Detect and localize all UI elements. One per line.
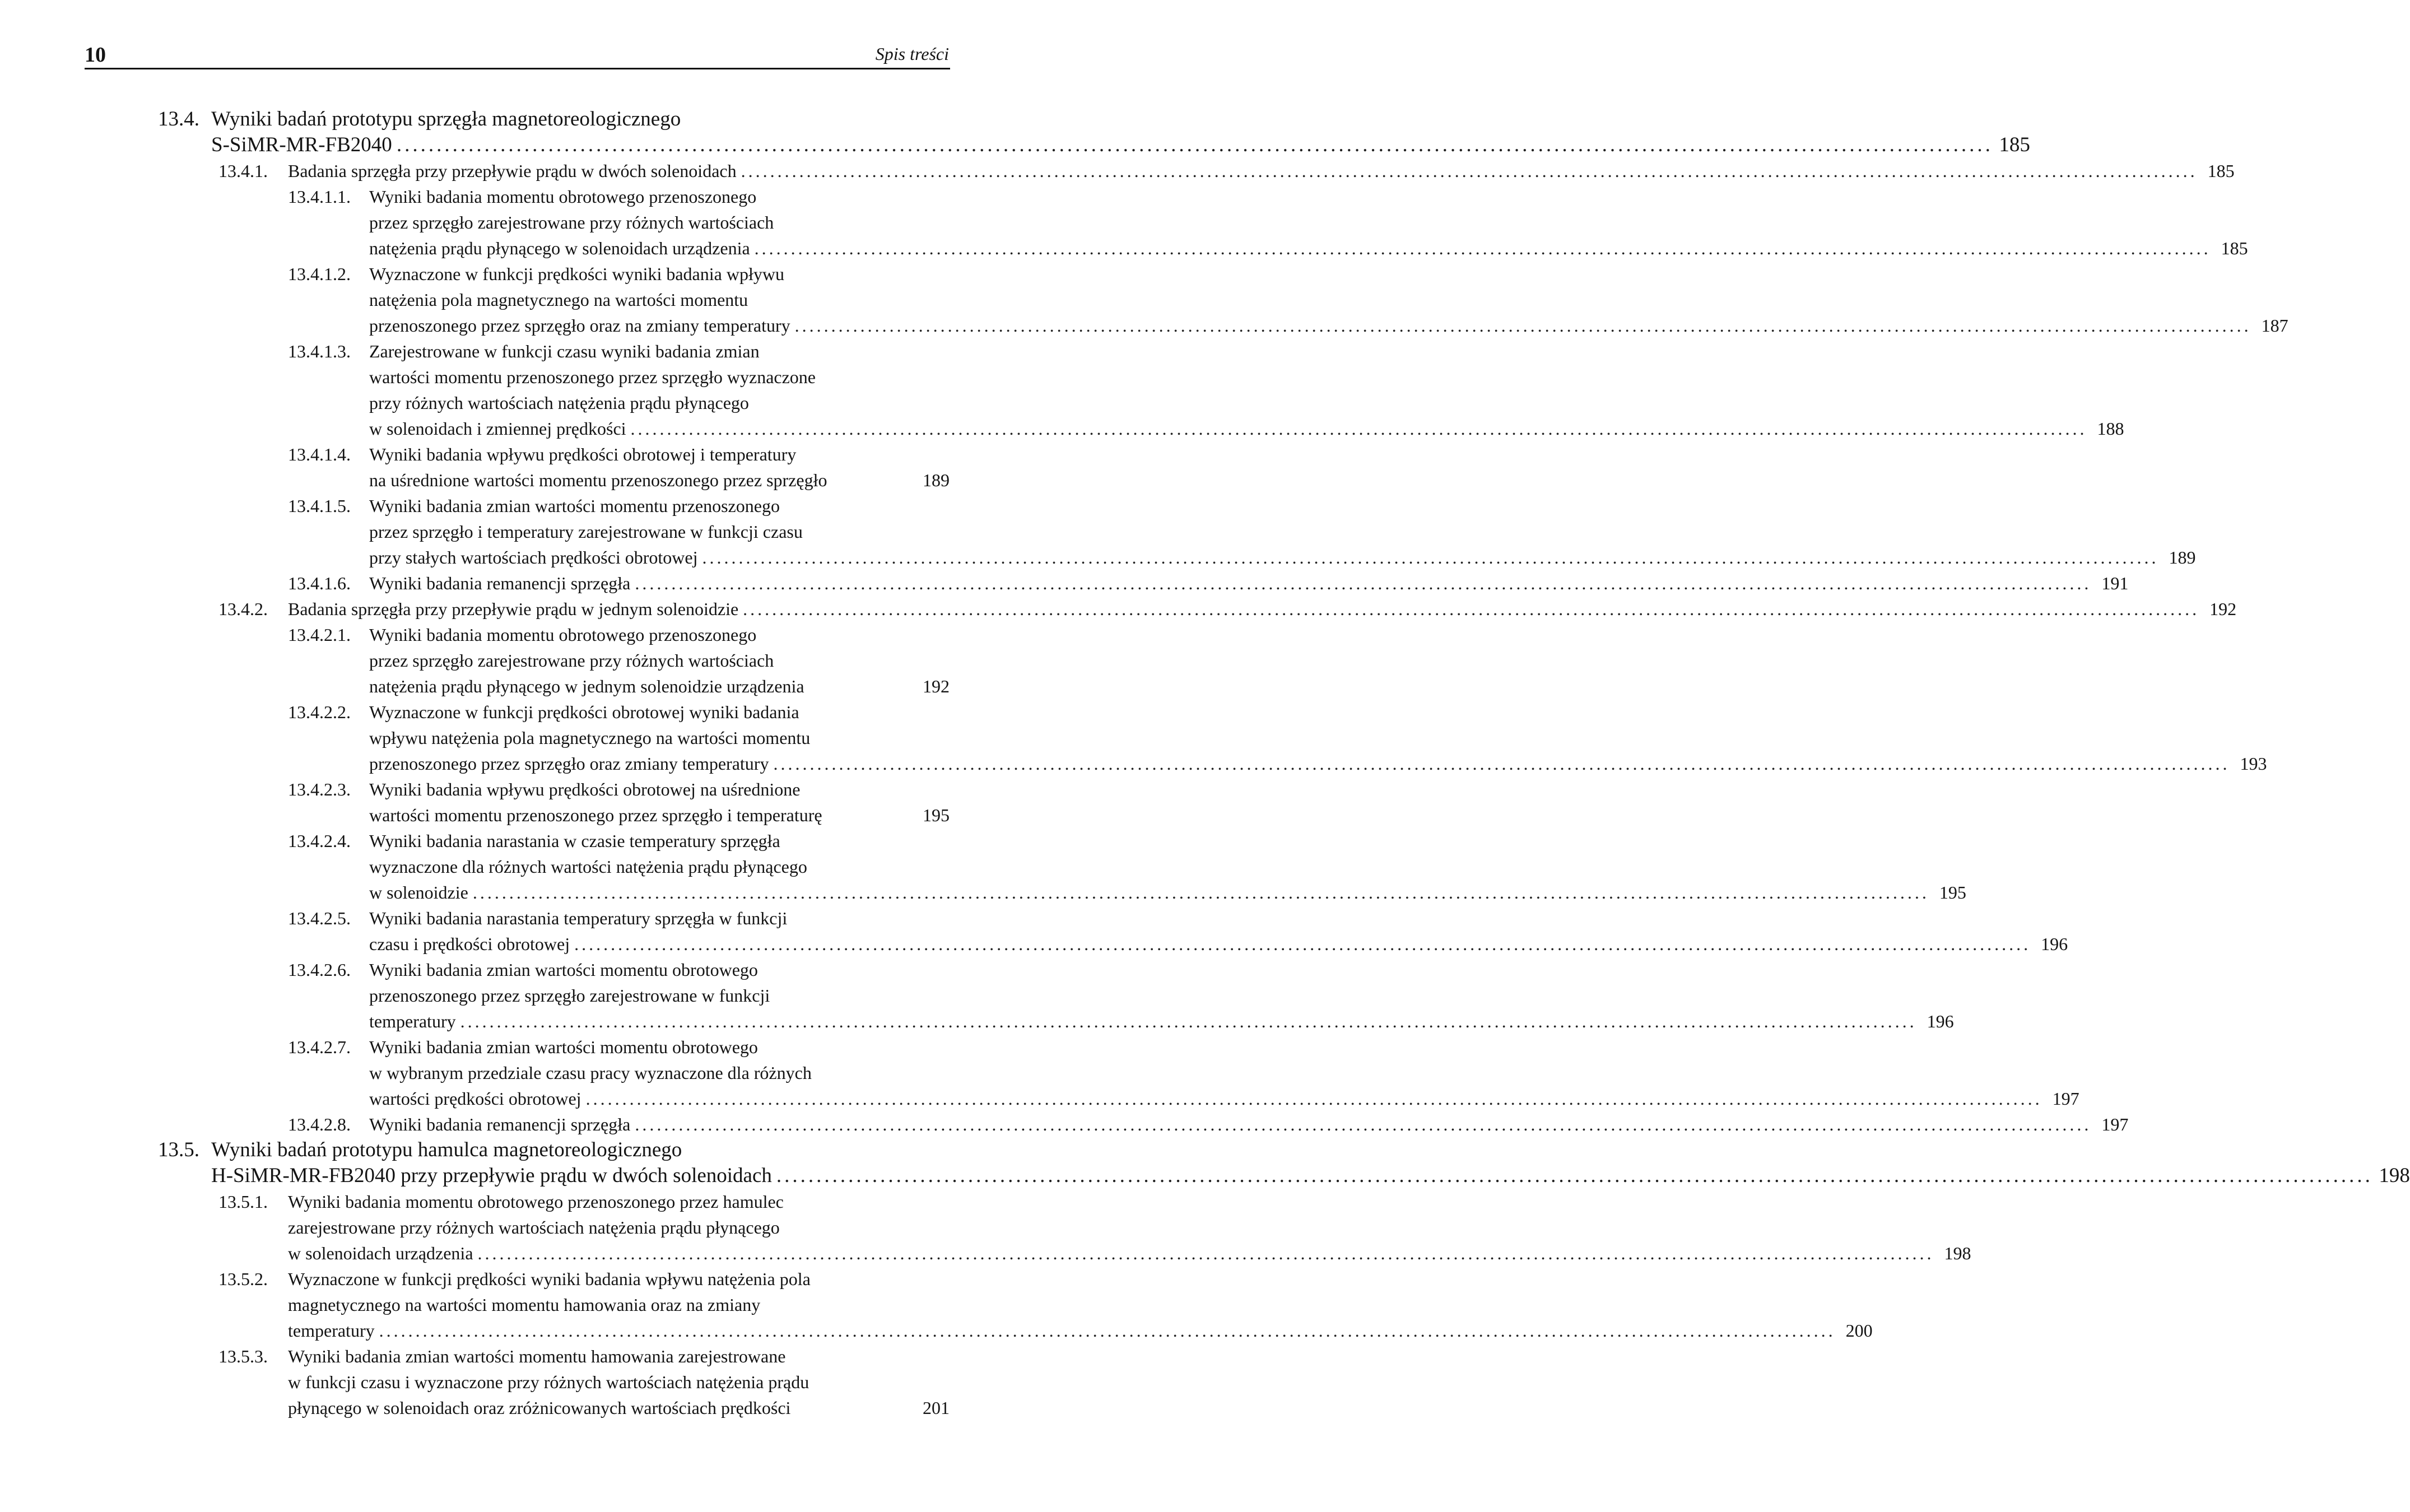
entry-title-line: wpływu natężenia pola magnetycznego na wartości momentu: [369, 728, 811, 748]
section-number: 13.4.2.: [218, 599, 268, 619]
page-ref[interactable]: 198: [1944, 1243, 1971, 1263]
section-number: 13.4.1.5.: [288, 496, 351, 516]
toc-entry[interactable]: [0, 622, 1007, 699]
toc-entry[interactable]: [0, 106, 2030, 158]
toc-entry[interactable]: [0, 261, 2288, 338]
entry-title-line: Wyniki badania momentu obrotowego przenoszonego: [369, 187, 757, 207]
entry-title-line: na uśrednione wartości momentu przenoszonego przez sprzęgło: [369, 470, 827, 490]
entry-text-wrap: [369, 1111, 2129, 1137]
page-ref[interactable]: 185: [2221, 238, 2248, 258]
toc-line: [0, 802, 1007, 828]
entry-title-line: w solenoidzie: [369, 882, 468, 902]
toc-line: [0, 261, 1007, 287]
page-ref[interactable]: 197: [2101, 1114, 2129, 1134]
toc-entry[interactable]: [0, 1137, 2410, 1189]
section-number: 13.4.2.4.: [288, 831, 351, 851]
entry-text-wrap: [369, 570, 2129, 596]
toc-entry[interactable]: [0, 1189, 1971, 1266]
toc-line: [0, 1343, 1007, 1369]
entry-title-line: S-SiMR-MR-FB2040: [211, 133, 392, 156]
toc-line: [0, 545, 2196, 570]
entry-text-wrap: [369, 287, 950, 313]
toc-entry[interactable]: [0, 338, 2124, 441]
entry-text-wrap: [369, 725, 950, 751]
entry-text-wrap: [369, 699, 950, 725]
entry-title-line: Wyznaczone w funkcji prędkości wyniki badania wpływu: [369, 264, 784, 284]
toc-entry[interactable]: [0, 828, 1966, 905]
entry-text-wrap: [369, 905, 950, 931]
toc-line: [0, 441, 1007, 467]
entry-title-line: w wybranym przedziale czasu pracy wyznaczone dla różnych: [369, 1063, 812, 1083]
toc-entry[interactable]: [0, 1034, 2079, 1111]
entry-text-wrap: [369, 545, 2196, 570]
entry-title-line: Wyniki badania zmian wartości momentu hamowania zarejestrowane: [288, 1346, 786, 1366]
entry-text-wrap: [288, 1369, 950, 1395]
toc-line: [0, 648, 1007, 673]
page-ref[interactable]: 192: [2209, 599, 2237, 619]
toc-line: [0, 313, 2288, 338]
entry-text-wrap: [369, 622, 950, 648]
entry-text-wrap: [369, 441, 950, 467]
entry-title-line: Badania sprzęgła przy przepływie prądu w jednym solenoidzie: [288, 599, 739, 619]
entry-text-wrap: [288, 1215, 950, 1240]
toc-line: [0, 287, 1007, 313]
page-ref[interactable]: 187: [2261, 315, 2288, 336]
toc-line: [0, 699, 1007, 725]
entry-title-line: Wyniki badań prototypu sprzęgła magnetoreologicznego: [211, 108, 681, 131]
toc-line: [0, 905, 1007, 931]
entry-title-line: zarejestrowane przy różnych wartościach natężenia prądu płynącego: [288, 1217, 780, 1237]
entry-text-wrap: [369, 467, 950, 493]
dot-leader: ........................................................................................................................................................................................................: [585, 1088, 2043, 1109]
entry-text-wrap: [369, 957, 950, 983]
page-ref[interactable]: 185: [2207, 161, 2235, 181]
dot-leader: [804, 673, 913, 699]
dot-leader: ........................................................................................................................................................................................................: [574, 934, 2031, 954]
entry-text-wrap: [369, 880, 1966, 905]
entry-text-wrap: [369, 313, 2288, 338]
entry-text-wrap: [369, 648, 950, 673]
toc-line: [0, 1318, 1873, 1343]
toc-line: [0, 1137, 1007, 1163]
entry-text-wrap: [369, 828, 950, 854]
page-ref[interactable]: 188: [2097, 418, 2124, 439]
page-ref[interactable]: 196: [1927, 1011, 1954, 1031]
toc-line: [0, 416, 2124, 441]
entry-text-wrap: [369, 493, 950, 519]
dot-leader: ........................................................................................................................................................................................................: [773, 753, 2230, 774]
toc-line: [0, 1369, 1007, 1395]
entry-text-wrap: [369, 983, 950, 1008]
toc-line: [0, 132, 2030, 158]
toc-line: [0, 1240, 1971, 1266]
entry-text-wrap: [288, 596, 2237, 622]
page-ref[interactable]: 189: [923, 470, 950, 490]
section-number: 13.4.2.1.: [288, 625, 351, 645]
entry-text-wrap: [288, 1266, 950, 1292]
entry-title-line: w solenoidach urządzenia: [288, 1243, 473, 1263]
dot-leader: [827, 467, 913, 493]
toc-line: [0, 210, 1007, 235]
entry-title-line: Wyniki badania wpływu prędkości obrotowej i temperatury: [369, 444, 797, 464]
section-number: 13.4.2.2.: [288, 702, 351, 722]
toc-line: [0, 158, 2235, 184]
dot-leader: ........................................................................................................................................................................................................: [741, 161, 2198, 181]
section-number: 13.5.3.: [218, 1346, 268, 1366]
dot-leader: ........................................................................................................................................................................................................: [702, 547, 2159, 567]
dot-leader: ........................................................................................................................................................................................................: [396, 133, 1993, 156]
dot-leader: [790, 1395, 913, 1421]
toc-line: [0, 1189, 1007, 1215]
entry-title-line: przez sprzęgło zarejestrowane przy różnych wartościach: [369, 650, 774, 671]
entry-text-wrap: [369, 416, 2124, 441]
page-ref[interactable]: 193: [2240, 753, 2267, 774]
entry-title-line: Wyniki badania remanencji sprzęgła: [369, 573, 631, 593]
toc-line: [0, 1060, 1007, 1086]
entry-title-line: natężenia prądu płynącego w jednym solenoidzie urządzenia: [369, 676, 804, 696]
entry-text-wrap: [369, 776, 950, 802]
entry-title-line: Wyznaczone w funkcji prędkości wyniki badania wpływu natężenia pola: [288, 1269, 811, 1289]
dot-leader: ........................................................................................................................................................................................................: [630, 418, 2087, 439]
toc-line: [0, 467, 1007, 493]
page-ref[interactable]: 195: [923, 805, 950, 825]
toc-line: [0, 1111, 2129, 1137]
toc-line: [0, 1034, 1007, 1060]
entry-text-wrap: [369, 1086, 2079, 1111]
entry-text-wrap: [369, 210, 950, 235]
dot-leader: ........................................................................................................................................................................................................: [379, 1320, 1836, 1341]
dot-leader: ........................................................................................................................................................................................................: [743, 599, 2200, 619]
toc-line: [0, 519, 1007, 545]
page-ref[interactable]: 195: [1939, 882, 1966, 902]
entry-title-line: Wyznaczone w funkcji prędkości obrotowej wyniki badania: [369, 702, 799, 722]
entry-title-line: wartości prędkości obrotowej: [369, 1088, 581, 1109]
toc-entry[interactable]: [0, 493, 2196, 570]
section-number: 13.4.2.6.: [288, 960, 351, 980]
entry-text-wrap: [211, 132, 2030, 158]
entry-title-line: przez sprzęgło i temperatury zarejestrowane w funkcji czasu: [369, 522, 803, 542]
entry-text-wrap: [369, 751, 2267, 776]
entry-text-wrap: [369, 1034, 950, 1060]
dot-leader: ........................................................................................................................................................................................................: [635, 573, 2092, 593]
toc-line: [0, 957, 1007, 983]
entry-title-line: Wyniki badań prototypu hamulca magnetoreologicznego: [211, 1138, 682, 1161]
entry-text-wrap: [369, 184, 950, 210]
entry-title-line: temperatury: [369, 1011, 456, 1031]
entry-text-wrap: [288, 158, 2235, 184]
entry-title-line: Wyniki badania wpływu prędkości obrotowej na uśrednione: [369, 779, 801, 799]
section-number: 13.5.: [158, 1138, 199, 1161]
toc-entry[interactable]: [0, 905, 2068, 957]
dot-leader: ........................................................................................................................................................................................................: [472, 882, 1929, 902]
toc-line: [0, 364, 1007, 390]
entry-title-line: natężenia prądu płynącego w solenoidach urządzenia: [369, 238, 750, 258]
entry-title-line: płynącego w solenoidach oraz zróżnicowanych wartościach prędkości: [288, 1398, 791, 1418]
toc-entry[interactable]: [0, 776, 1007, 828]
entry-title-line: Wyniki badania narastania w czasie temperatury sprzęgła: [369, 831, 780, 851]
toc-line: [0, 1266, 1007, 1292]
entry-title-line: H-SiMR-MR-FB2040 przy przepływie prądu w dwóch solenoidach: [211, 1164, 772, 1187]
entry-text-wrap: [288, 1395, 950, 1421]
table-of-contents: [0, 106, 2410, 1421]
entry-text-wrap: [288, 1189, 950, 1215]
toc-line: [0, 493, 1007, 519]
dot-leader: ........................................................................................................................................................................................................: [635, 1114, 2092, 1134]
toc-entry[interactable]: [0, 596, 2237, 622]
entry-text-wrap: [211, 1137, 950, 1163]
entry-title-line: Wyniki badania narastania temperatury sprzęgła w funkcji: [369, 908, 788, 928]
entry-title-line: temperatury: [288, 1320, 375, 1341]
entry-text-wrap: [369, 1008, 1954, 1034]
toc-line: [0, 673, 1007, 699]
page-ref[interactable]: 200: [1845, 1320, 1873, 1341]
entry-title-line: wartości momentu przenoszonego przez sprzęgło i temperaturę: [369, 805, 822, 825]
page-ref[interactable]: 185: [1999, 133, 2030, 156]
entry-title-line: czasu i prędkości obrotowej: [369, 934, 570, 954]
dot-leader: ........................................................................................................................................................................................................: [754, 238, 2211, 258]
section-number: 13.4.1.2.: [288, 264, 351, 284]
entry-title-line: Wyniki badania momentu obrotowego przenoszonego przez hamulec: [288, 1192, 784, 1212]
toc-line: [0, 596, 2237, 622]
entry-title-line: przy stałych wartościach prędkości obrotowej: [369, 547, 698, 567]
entry-title-line: przenoszonego przez sprzęgło zarejestrowane w funkcji: [369, 985, 770, 1006]
entry-text-wrap: [369, 802, 950, 828]
entry-title-line: magnetycznego na wartości momentu hamowania oraz na zmiany: [288, 1295, 761, 1315]
entry-text-wrap: [369, 519, 950, 545]
toc-line: [0, 184, 1007, 210]
entry-text-wrap: [369, 338, 950, 364]
section-number: 13.4.1.3.: [288, 341, 351, 361]
entry-title-line: Wyniki badania remanencji sprzęgła: [369, 1114, 631, 1134]
section-number: 13.4.2.7.: [288, 1037, 351, 1057]
toc-line: [0, 1395, 1007, 1421]
page-ref[interactable]: 191: [2101, 573, 2129, 593]
toc-line: [0, 1292, 1007, 1318]
page-ref[interactable]: 197: [2052, 1088, 2079, 1109]
page-ref[interactable]: 198: [2379, 1164, 2410, 1187]
section-number: 13.4.2.5.: [288, 908, 351, 928]
header-rule: [85, 68, 950, 69]
entry-title-line: Wyniki badania zmian wartości momentu obrotowego: [369, 1037, 758, 1057]
entry-text-wrap: [211, 1163, 2410, 1189]
entry-text-wrap: [369, 1060, 950, 1086]
entry-title-line: Zarejestrowane w funkcji czasu wyniki badania zmian: [369, 341, 760, 361]
toc-line: [0, 390, 1007, 416]
entry-title-line: przenoszonego przez sprzęgło oraz na zmiany temperatury: [369, 315, 790, 336]
page-ref[interactable]: 196: [2041, 934, 2068, 954]
page-ref[interactable]: 201: [923, 1398, 950, 1418]
toc-entry[interactable]: [0, 1266, 1873, 1343]
section-number: 13.4.1.6.: [288, 573, 351, 593]
section-number: 13.4.: [158, 108, 199, 131]
dot-leader: [822, 802, 913, 828]
toc-line: [0, 622, 1007, 648]
section-number: 13.4.2.8.: [288, 1114, 351, 1134]
entry-text-wrap: [369, 390, 950, 416]
entry-text-wrap: [369, 235, 2248, 261]
toc-entry[interactable]: [0, 699, 2267, 776]
running-title: Spis treści: [875, 44, 949, 64]
toc-line: [0, 338, 1007, 364]
entry-text-wrap: [369, 261, 950, 287]
toc-line: [0, 570, 2129, 596]
entry-title-line: Wyniki badania zmian wartości momentu obrotowego: [369, 960, 758, 980]
toc-entry[interactable]: [0, 158, 2235, 184]
toc-line: [0, 854, 1007, 880]
dot-leader: ........................................................................................................................................................................................................: [477, 1243, 1934, 1263]
entry-title-line: wartości momentu przenoszonego przez sprzęgło wyznaczone: [369, 367, 816, 387]
entry-title-line: przy różnych wartościach natężenia prądu płynącego: [369, 393, 749, 413]
entry-text-wrap: [369, 931, 2068, 957]
entry-text-wrap: [288, 1292, 950, 1318]
toc-line: [0, 1008, 1954, 1034]
entry-text-wrap: [288, 1343, 950, 1369]
section-number: 13.4.1.4.: [288, 444, 351, 464]
dot-leader: ........................................................................................................................................................................................................: [794, 315, 2251, 336]
page-ref[interactable]: 189: [2169, 547, 2196, 567]
toc-line: [0, 983, 1007, 1008]
entry-title-line: natężenia pola magnetycznego na wartości momentu: [369, 290, 748, 310]
toc-entry[interactable]: [0, 441, 1007, 493]
toc-line: [0, 1163, 2410, 1189]
dot-leader: ........................................................................................................................................................................................................: [460, 1011, 1917, 1031]
toc-entry[interactable]: [0, 570, 2129, 596]
toc-line: [0, 880, 1966, 905]
entry-text-wrap: [369, 854, 950, 880]
entry-text-wrap: [369, 673, 950, 699]
entry-title-line: Wyniki badania momentu obrotowego przenoszonego: [369, 625, 757, 645]
toc-line: [0, 106, 1007, 132]
toc-entry[interactable]: [0, 957, 1954, 1034]
entry-text-wrap: [288, 1318, 1873, 1343]
entry-title-line: wyznaczone dla różnych wartości natężenia prądu płynącego: [369, 857, 807, 877]
toc-line: [0, 1215, 1007, 1240]
page-number: 10: [85, 43, 106, 67]
entry-title-line: przez sprzęgło zarejestrowane przy różnych wartościach: [369, 212, 774, 232]
dot-leader: ........................................................................................................................................................................................................: [776, 1164, 2373, 1187]
toc-line: [0, 931, 2068, 957]
entry-title-line: przenoszonego przez sprzęgło oraz zmiany temperatury: [369, 753, 769, 774]
toc-line: [0, 776, 1007, 802]
entry-title-line: Wyniki badania zmian wartości momentu przenoszonego: [369, 496, 780, 516]
section-number: 13.5.1.: [218, 1192, 268, 1212]
toc-line: [0, 725, 1007, 751]
toc-entry[interactable]: [0, 1343, 1007, 1421]
section-number: 13.4.1.1.: [288, 187, 351, 207]
page-ref[interactable]: 192: [923, 676, 950, 696]
toc-line: [0, 1086, 2079, 1111]
section-number: 13.4.1.: [218, 161, 268, 181]
toc-line: [0, 751, 2267, 776]
entry-text-wrap: [211, 106, 950, 132]
section-number: 13.5.2.: [218, 1269, 268, 1289]
section-number: 13.4.2.3.: [288, 779, 351, 799]
toc-line: [0, 235, 2248, 261]
toc-entry[interactable]: [0, 184, 2248, 261]
toc-entry[interactable]: [0, 1111, 2129, 1137]
entry-text-wrap: [369, 364, 950, 390]
toc-line: [0, 828, 1007, 854]
entry-text-wrap: [288, 1240, 1971, 1266]
entry-title-line: w funkcji czasu i wyznaczone przy różnych wartościach natężenia prądu: [288, 1372, 809, 1392]
entry-title-line: w solenoidach i zmiennej prędkości: [369, 418, 626, 439]
entry-title-line: Badania sprzęgła przy przepływie prądu w dwóch solenoidach: [288, 161, 737, 181]
